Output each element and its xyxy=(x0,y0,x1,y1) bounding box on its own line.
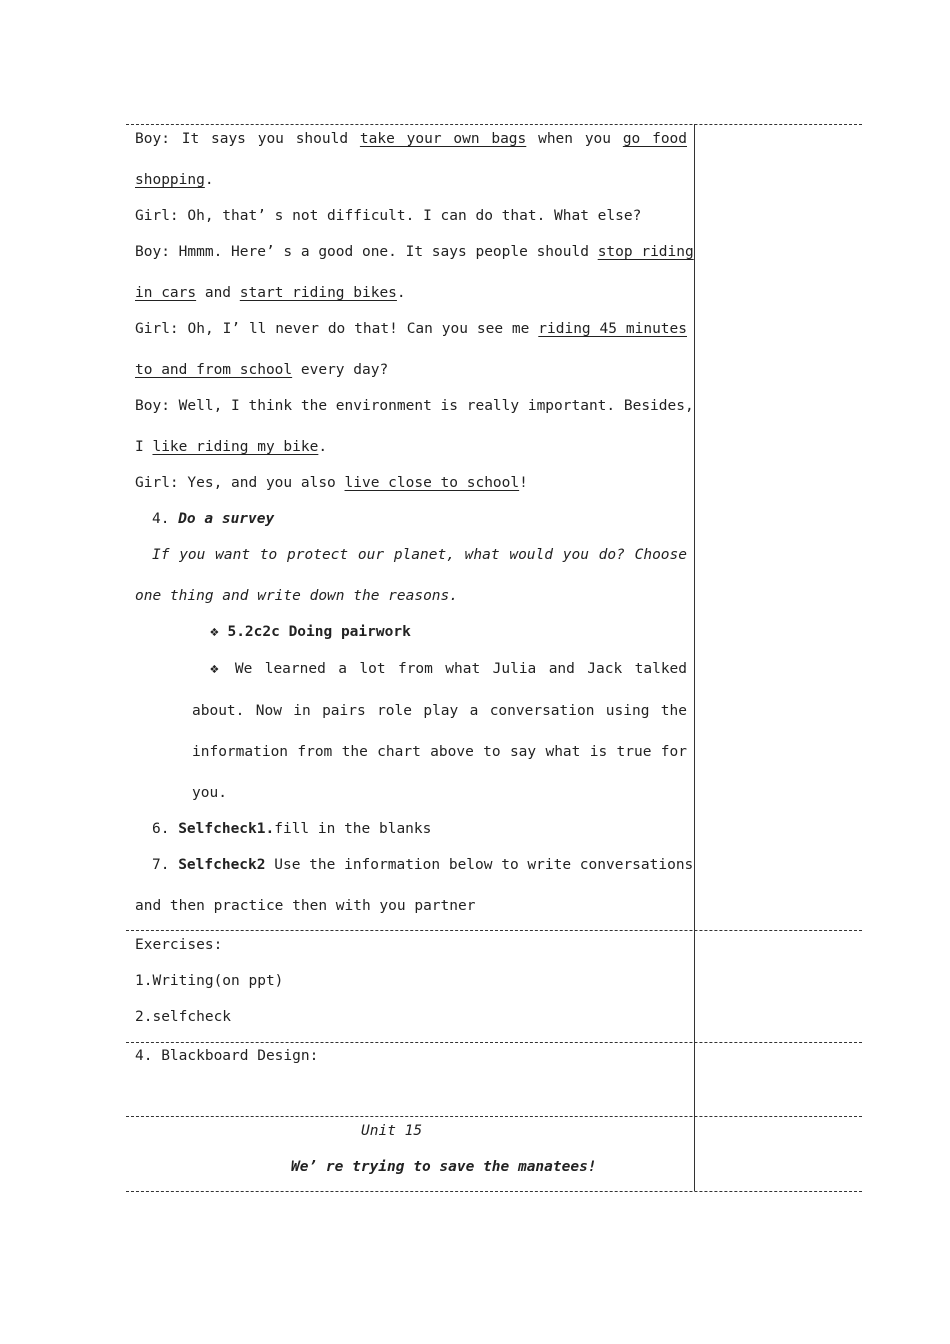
exercises-heading: Exercises: xyxy=(135,937,223,953)
dialogue-line-2: shopping. xyxy=(135,172,214,188)
dialogue-line-4: Boy: Hmmm. Here’ s a good one. It says people should stop riding xyxy=(135,244,694,260)
pairwork-line-2: about. Now in pairs role play a conversation using the xyxy=(192,703,687,719)
selfcheck-1: 6. Selfcheck1.fill in the blanks xyxy=(152,821,432,837)
exercise-item-2: 2.selfcheck xyxy=(135,1009,232,1025)
diamond-bullet-icon: ❖ xyxy=(210,661,223,677)
survey-heading: 4. Do a survey xyxy=(152,511,275,527)
blackboard-heading: 4. Blackboard Design: xyxy=(135,1048,319,1064)
dialogue-line-6: Girl: Oh, I’ ll never do that! Can you see me riding 45 minutes xyxy=(135,321,687,337)
dialogue-line-3: Girl: Oh, that’ s not difficult. I can do that. What else? xyxy=(135,208,642,224)
pairwork-line-4: you. xyxy=(192,785,227,801)
dialogue-line-10: Girl: Yes, and you also live close to school! xyxy=(135,475,528,491)
blackboard-title: We’ re trying to save the manatees! xyxy=(291,1159,597,1175)
selfcheck-2-continued: and then practice then with you partner xyxy=(135,898,476,914)
pairwork-line-3: information from the chart above to say what is true for xyxy=(192,744,687,760)
diamond-bullet-icon: ❖ xyxy=(210,624,219,640)
dialogue-line-1: Boy: It says you should take your own bags when you go food xyxy=(135,131,688,147)
dialogue-line-8: Boy: Well, I think the environment is really important. Besides, xyxy=(135,398,694,414)
table-rule-4 xyxy=(126,1116,862,1117)
table-rule-2 xyxy=(126,930,862,931)
exercise-item-1: 1.Writing(on ppt) xyxy=(135,973,284,989)
dialogue-line-7: to and from school every day? xyxy=(135,362,389,378)
table-rule-3 xyxy=(126,1042,862,1043)
selfcheck-2: 7. Selfcheck2 Use the information below to write conversations xyxy=(152,857,694,873)
survey-instructions-2: one thing and write down the reasons. xyxy=(135,588,459,604)
dialogue-line-5: in cars and start riding bikes. xyxy=(135,285,406,301)
table-rule-bottom xyxy=(126,1191,862,1192)
table-column-divider xyxy=(694,124,695,1191)
table-rule-top xyxy=(126,124,862,125)
pairwork-line-1: ❖ We learned a lot from what Julia and Jack talked xyxy=(210,661,688,677)
blackboard-unit: Unit 15 xyxy=(361,1123,423,1139)
pairwork-heading: ❖ 5.2c2c Doing pairwork xyxy=(210,624,411,640)
dialogue-line-9: I like riding my bike. xyxy=(135,439,328,455)
survey-instructions-1: If you want to protect our planet, what would you do? Choose xyxy=(152,547,687,563)
